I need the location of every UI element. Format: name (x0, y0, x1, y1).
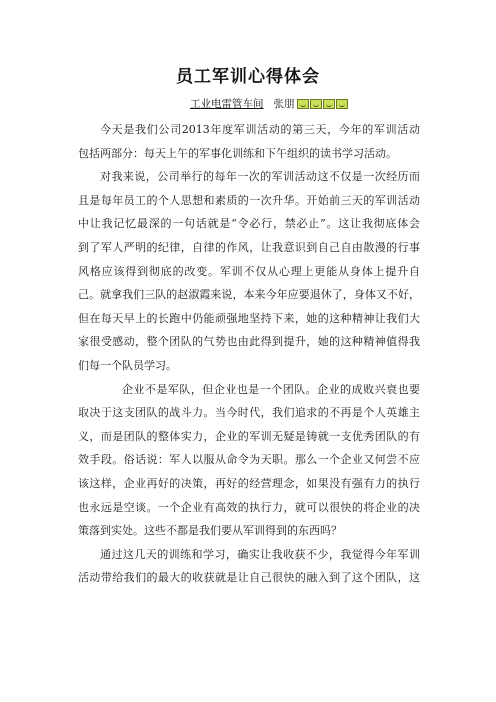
smiley-icon (297, 99, 309, 109)
text-line: 到了军人严明的纪律，自律的作风，让我意识到自己自由散漫的行事 (78, 240, 420, 254)
author-name: 张朋 (273, 98, 295, 110)
text-line: 但在每天早上的长跑中仍能顽强地坚持下来，她的这种精神让我们大 (78, 311, 420, 325)
text-line: 家很受感动，整个团队的气势也由此得到提升，她的这种精神值得我 (78, 335, 420, 349)
emoticon-group (297, 99, 348, 109)
byline (190, 96, 348, 111)
smiley-icon (310, 99, 322, 109)
document-body (78, 118, 420, 590)
text-line: 通过这几天的训练和学习，确实让我收获不少，我觉得今年军训 (100, 547, 420, 561)
text-line: 义，而是团队的整体实力，企业的军训无疑是铸就一支优秀团队的有 (78, 429, 420, 443)
text-line: 且是每年员工的个人思想和素质的一次升华。开始前三天的军训活动 (78, 193, 420, 207)
text-line: 今天是我们公司2013年度军训活动的第三天，今年的军训活动 (100, 123, 420, 136)
text-line: 风格应该得到彻底的改变。军训不仅从心理上更能从身体上提升自 (78, 264, 420, 278)
text-line: 效手段。俗话说：军人以服从命令为天职。那么一个企业又何尝不应 (78, 453, 420, 467)
text-line: 策落到实处。这些不都是我们要从军训得到的东西吗？ (78, 524, 342, 538)
text-line: 们每一个队员学习。 (78, 358, 177, 372)
text-line: 也永远是空谈。一个企业有高效的执行力，就可以很快的将企业的决 (78, 500, 420, 514)
text-line: 活动带给我们的最大的收获就是让自己很快的融入到了这个团队，这 (78, 571, 420, 585)
department-name: 工业电雷管车间 (190, 98, 264, 110)
smiley-icon (323, 99, 335, 109)
text-line: 对我来说，公司举行的每年一次的军训活动这不仅是一次经历而 (100, 170, 420, 184)
smiley-icon (336, 99, 348, 109)
text-line: 己。就拿我们三队的赵淑霞来说，本来今年应要退休了，身体又不好， (78, 288, 420, 302)
text-line: 企业不是军队，但企业也是一个团队。企业的成败兴衰也要 (122, 382, 420, 396)
text-line: 中让我记忆最深的一句话就是“令必行，禁必止”。这让我彻底体会 (78, 217, 420, 231)
text-line: 该这样，企业再好的决策，再好的经营理念，如果没有强有力的执行 (78, 476, 420, 490)
text-line: 取决于这支团队的战斗力。当今时代，我们追求的不再是个人英雄主 (78, 406, 420, 420)
text-line: 包括两部分：每天上午的军事化训练和下午组织的读书学习活动。 (78, 146, 397, 160)
page-title: 员工军训心得体会 (176, 67, 320, 87)
